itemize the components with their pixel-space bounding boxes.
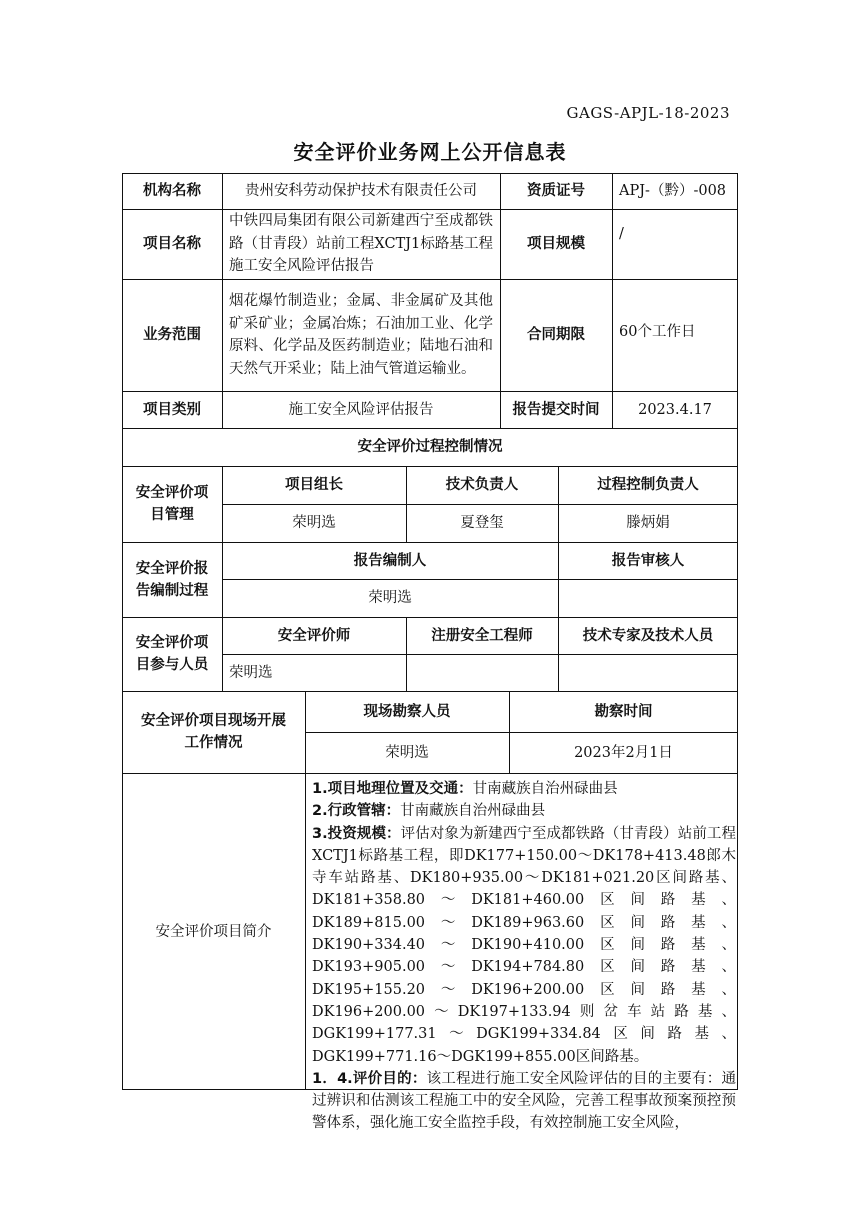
report-value-author: 荣明选 — [368, 590, 412, 606]
scale-value: / — [619, 226, 624, 242]
cert-label: 资质证号 — [527, 183, 585, 199]
org-label: 机构名称 — [143, 183, 201, 199]
mgmt-value-tech: 夏登玺 — [460, 515, 504, 531]
intro-item-investment: 3.投资规模：评估对象为新建西宁至成都铁路（甘青段）站前工程XCTJ1标路基工程，即DK177+150.00～DK178+413.48郎木寺车站路基、DK180+935.00～DK181+021.20区间路基、DK181+358.80～DK181+460.00区间路基、DK189+815.00～DK189+963.60区间路基、DK190+334.40～DK190+410.00区间路基、DK193+905.00～DK194+784.80区间路基、DK195+155.20～DK196+200.00区间路基、DK196+200.00～DK197+133.94则岔车站路基、DGK199+177.31～DGK199+334.84区间路基、DGK199+771.16～DGK199+855.00区间路基。 — [312, 825, 736, 1065]
report-label: 安全评价报告编制过程 — [135, 560, 209, 599]
staff-label: 安全评价项目参与人员 — [135, 635, 209, 673]
site-value-time: 2023年2月1日 — [574, 744, 673, 761]
mgmt-header-tech: 技术负责人 — [445, 477, 519, 493]
staff-header-expert: 技术专家及技术人员 — [582, 627, 714, 644]
staff-value-expert — [558, 654, 738, 691]
category-label: 项目类别 — [143, 401, 201, 418]
document-code: GAGS-APJL-18-2023 — [566, 104, 730, 122]
mgmt-value-leader: 荣明选 — [292, 515, 336, 531]
staff-value-evaluator: 荣明选 — [229, 664, 273, 681]
cert-value: APJ-（黔）-008 — [619, 183, 727, 199]
process-heading: 安全评价过程控制情况 — [357, 439, 503, 455]
mgmt-header-leader: 项目组长 — [285, 477, 343, 493]
category-value: 施工安全风险评估报告 — [288, 401, 434, 418]
intro-content — [312, 778, 736, 1135]
intro-item-location: 1.项目地理位置及交通：甘南藏族自治州碌曲县 — [312, 781, 618, 797]
intro-label: 安全评价项目简介 — [155, 923, 272, 940]
intro-item-admin: 2.行政管辖：甘南藏族自治州碌曲县 — [312, 803, 546, 820]
scope-label: 业务范围 — [143, 327, 201, 343]
site-value-inspector: 荣明选 — [385, 744, 429, 761]
mgmt-label: 安全评价项目管理 — [135, 485, 209, 523]
site-header-time: 勘察时间 — [594, 703, 653, 720]
staff-header-evaluator: 安全评价师 — [277, 627, 351, 644]
report-header-reviewer: 报告审核人 — [611, 552, 685, 569]
report-header-author: 报告编制人 — [353, 552, 427, 569]
intro-item-purpose: 1．4.评价目的：该工程进行施工安全风险评估的目的主要有：通过辨识和估测该工程施工中的安全风险，完善工程事故预案预控预警体系，强化施工安全监控手段，有效控制施工安全风险， — [312, 1070, 737, 1132]
mgmt-value-control: 滕炳娟 — [626, 515, 670, 531]
submit-value: 2023.4.17 — [638, 401, 712, 418]
submit-label: 报告提交时间 — [512, 401, 600, 418]
scale-label: 项目规模 — [527, 236, 585, 252]
project-label: 项目名称 — [143, 236, 201, 252]
contract-label: 合同期限 — [527, 327, 585, 343]
site-label: 安全评价项目现场开展工作情况 — [141, 713, 286, 751]
project-value: 中铁四局集团有限公司新建西宁至成都铁路（甘青段）站前工程XCTJ1标路基工程施工安全风险评估报告 — [229, 213, 493, 275]
staff-header-engineer: 注册安全工程师 — [431, 627, 533, 644]
mgmt-header-control: 过程控制负责人 — [597, 477, 699, 493]
org-value: 贵州安科劳动保护技术有限责任公司 — [245, 183, 477, 199]
report-value-reviewer — [558, 579, 738, 617]
contract-value: 60个工作日 — [619, 324, 696, 340]
staff-value-engineer — [406, 654, 558, 691]
page-title: 安全评价业务网上公开信息表 — [293, 140, 567, 164]
site-header-inspector: 现场勘察人员 — [363, 703, 451, 720]
scope-value: 烟花爆竹制造业；金属、非金属矿及其他矿采矿业；金属冶炼；石油加工业、化学原料、化学品及医药制造业；陆地石油和天然气开采业；陆上油气管道运输业。 — [229, 293, 493, 377]
